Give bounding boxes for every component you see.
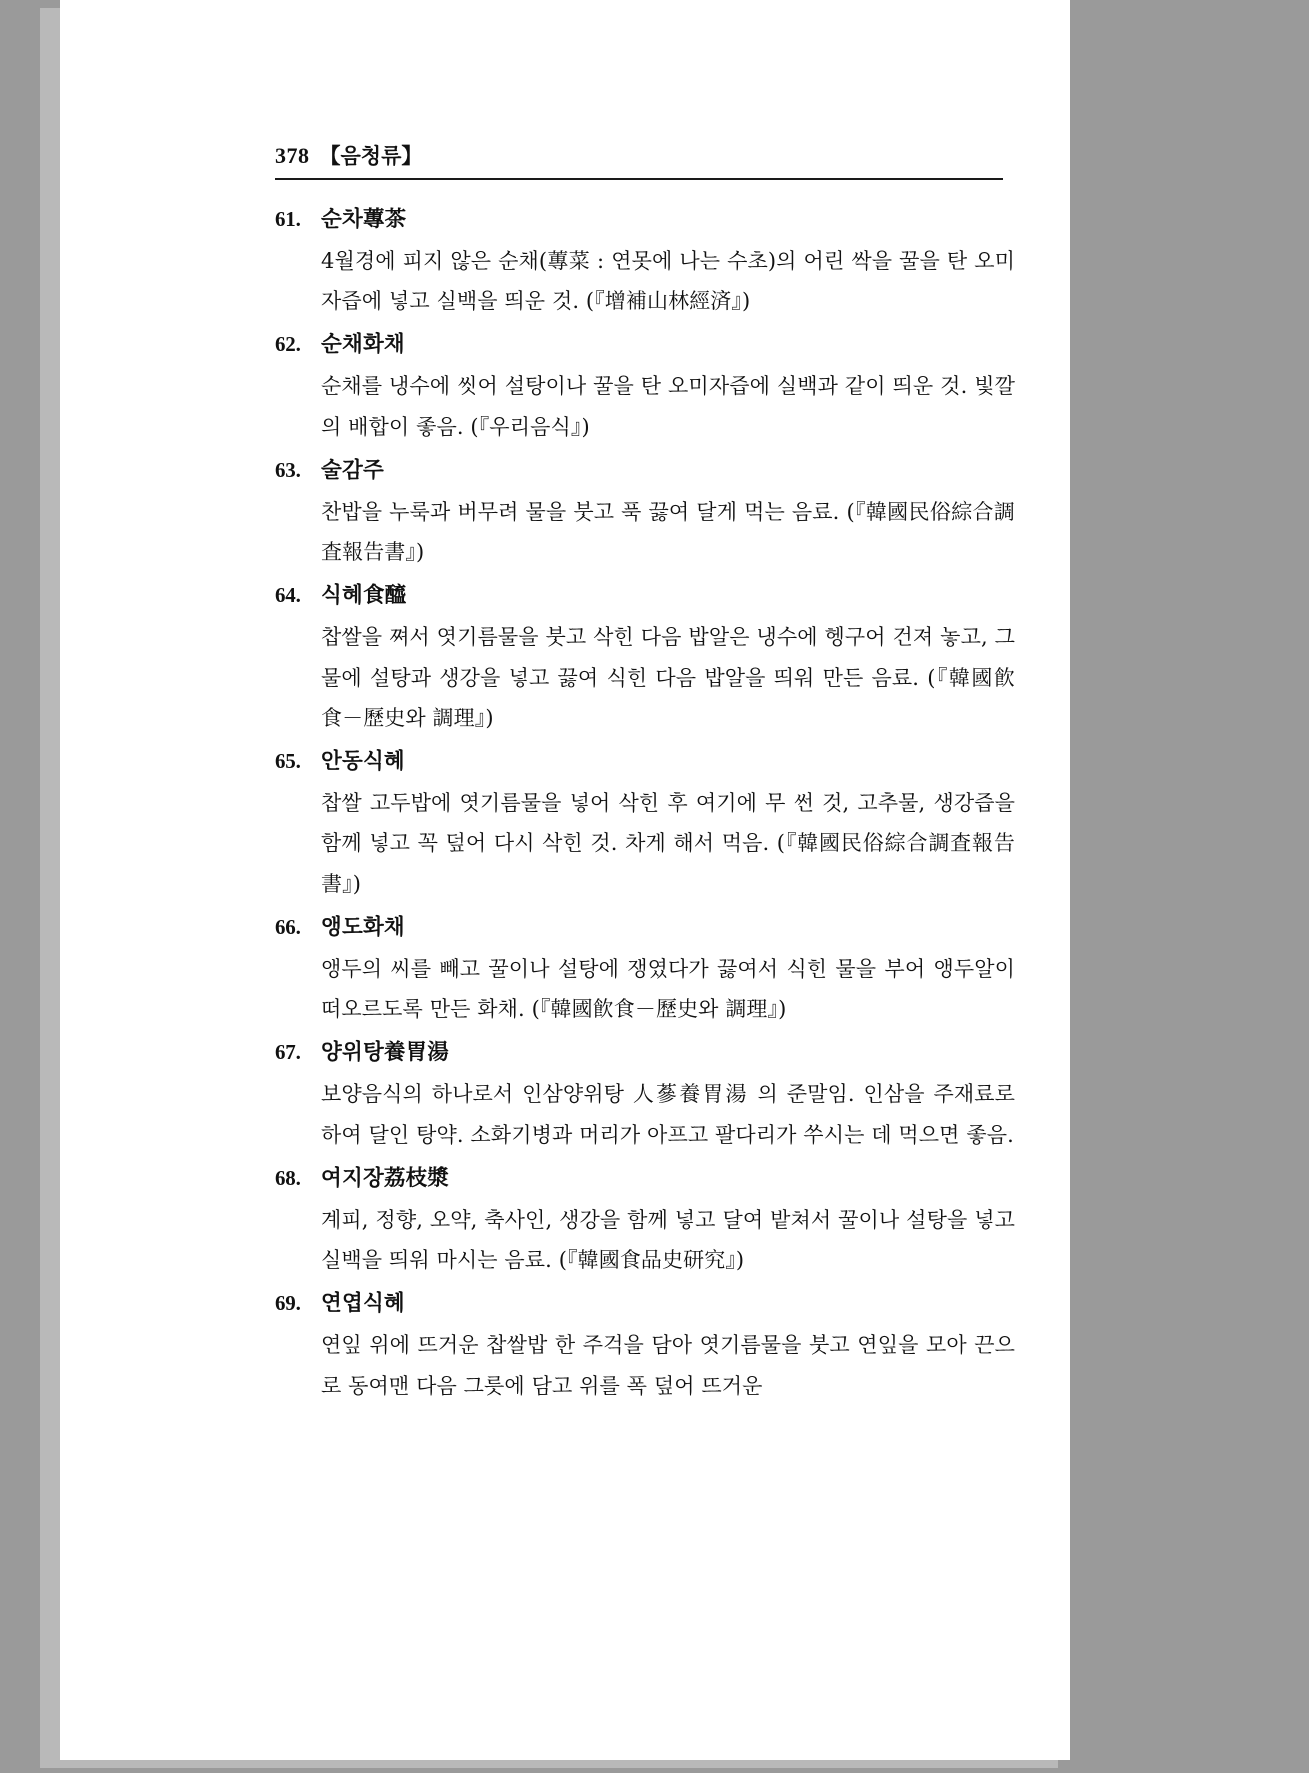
list-item [275,1284,1015,1405]
entry-body: 4월경에 피지 않은 순채(蓴菜 : 연못에 나는 수초)의 어린 싹을 꿀을 탄 오미자즙에 넣고 실백을 띄운 것. (『增補山林經済』) [321,248,1015,314]
entry-body: 계피, 정향, 오약, 축사인, 생강을 함께 넣고 달여 밭쳐서 꿀이나 설탕을 넣고 실백을 띄워 마시는 음료. (『韓國食品史研究』) [321,1207,1015,1273]
list-item [275,451,1015,572]
list-item [275,200,1015,321]
entry-title: 양위탕養胃湯 [321,1040,450,1066]
list-item [275,1033,1015,1154]
entry-number: 62. [275,332,301,357]
entry-number: 61. [275,207,301,231]
section-title: 【음청류】 [319,143,423,168]
entry-number: 66. [275,914,301,939]
entry-title: 여지장荔枝漿 [321,1165,450,1191]
entry-body: 찹쌀 고두밥에 엿기름물을 넣어 삭힌 후 여기에 무 썬 것, 고추물, 생강즙을 함께 넣고 꼭 덮어 다시 삭힌 것. 차게 해서 먹음. (『韓國民俗綜合調査報告書』) [321,791,1015,896]
list-item [275,1159,1015,1280]
entry-title: 연엽식혜 [321,1291,405,1317]
entry-body: 연잎 위에 뜨거운 찹쌀밥 한 주걱을 담아 엿기름물을 붓고 연잎을 모아 끈으로 동여맨 다음 그릇에 담고 위를 폭 덮어 뜨거운 [321,1333,1015,1398]
document-page [60,0,1070,1760]
entry-title: 안동식혜 [321,749,405,775]
entry-body: 찹쌀을 쪄서 엿기름물을 붓고 삭힌 다음 밥알은 냉수에 헹구어 건져 놓고, 그 물에 설탕과 생강을 넣고 끓여 식힌 다음 밥알을 띄워 만든 음료. (『韓國飮食－歷史와 調理』) [321,625,1015,730]
list-item [275,325,1015,446]
entry-number: 64. [275,583,301,608]
list-item [275,742,1015,904]
entry-title: 식혜食醯 [321,583,407,609]
entry-body: 앵두의 씨를 빼고 꿀이나 설탕에 쟁였다가 끓여서 식힌 물을 부어 앵두알이 떠오르도록 만든 화채. (『韓國飮食－歷史와 調理』) [321,956,1015,1022]
header-rule [275,178,1003,180]
entry-number: 68. [275,1165,301,1190]
entry-number: 65. [275,749,301,774]
entry-body: 보양음식의 하나로서 인삼양위탕 人蔘養胃湯 의 준말임. 인삼을 주재료로 하여 달인 탕약. 소화기병과 머리가 아프고 팔다리가 쑤시는 데 먹으면 좋음. [321,1082,1015,1147]
entry-title: 순차蓴茶 [321,207,407,232]
page-header [275,140,1005,180]
entry-number: 63. [275,457,301,482]
entry-number: 69. [275,1291,301,1316]
entry-body: 찬밥을 누룩과 버무려 물을 붓고 푹 끓여 달게 먹는 음료. (『韓國民俗綜合調査報告書』) [321,499,1015,565]
entry-title: 순채화채 [321,332,405,358]
entry-number: 67. [275,1040,301,1065]
entry-title: 앵도화채 [321,914,405,940]
list-item [275,576,1015,738]
entry-body: 순채를 냉수에 씻어 설탕이나 꿀을 탄 오미자즙에 실백과 같이 띄운 것. 빛깔의 배합이 좋음. (『우리음식』) [321,374,1015,439]
list-item [275,908,1015,1029]
entry-list [275,200,1015,1410]
page-number: 378 [275,143,310,168]
entry-title: 술감주 [321,457,384,483]
